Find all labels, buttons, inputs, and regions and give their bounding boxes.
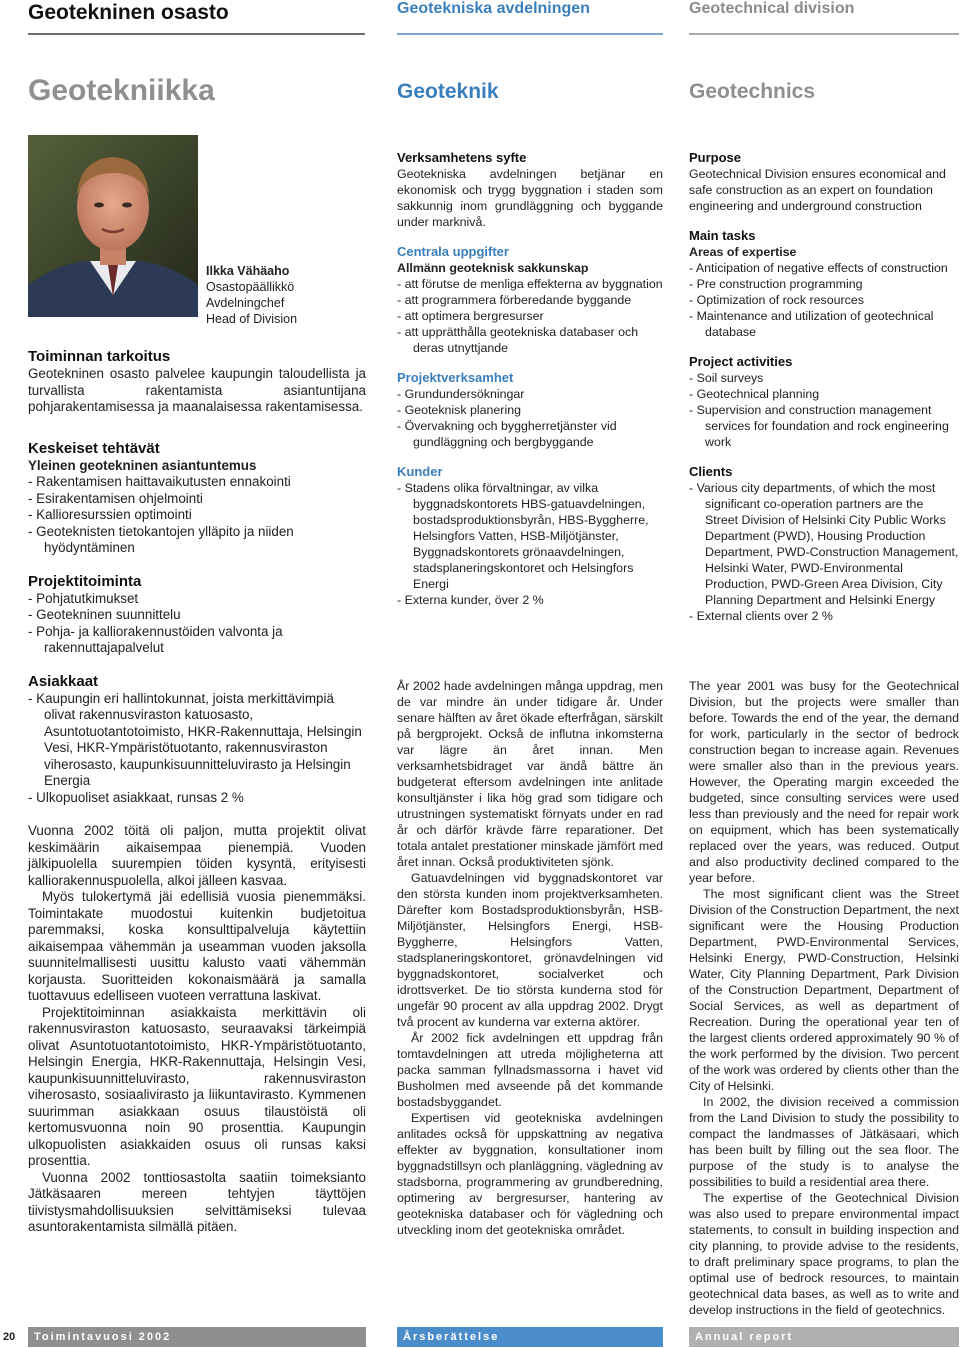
sv-footer-band: Årsberättelse	[397, 1327, 663, 1347]
list-item: - Övervakning och byggherretjänster vid gundläggning och bergbyggande	[397, 419, 617, 449]
person-caption	[206, 263, 297, 327]
sv-body-paragraph: År 2002 fick avdelningen ett uppdrag från tomtavdelningen att utreda möjligheterna att packa samman fyllnadsmassorna i havet vid Busholmen med avseende på det kommande bostadsbyggandet.	[397, 1031, 663, 1109]
person-role-fi: Osastopäällikkö	[206, 280, 295, 294]
en-purpose-heading: Purpose	[689, 150, 742, 165]
fi-body-paragraph: Projektitoiminnan asiakkaista merkittävin oli rakennusviraston katuosasto, seuraavaksi tärkeimpiä olivat Asuntotuotantotoimisto, HKR-Ympäristötuotanto, Helsingin Energia, HKR-Rakennuttaja, Helsingin Vesi, kaupunkisuunnitteluvirasto, rakennusviraston viherosasto, sosiaalivirasto ja liikuntavirasto. Kymmenen suurimman asiakkaan osuus tilaustöistä oli kertomusvuonna noin 90 prosenttia. Kaupungin ulkopuolisten asiakkaiden osuus oli runsas kaksi prosenttia.	[28, 1004, 366, 1168]
list-item: - Esirakentamisen ohjelmointi	[28, 490, 203, 506]
sv-clients-heading: Kunder	[397, 464, 443, 479]
en-department-title: Geotechnical division	[689, 0, 855, 17]
list-item: - Geoteknisk planering	[397, 403, 521, 417]
en-page-title: Geotechnics	[689, 80, 816, 103]
portrait-illustration	[28, 135, 198, 317]
en-tasks-heading: Main tasks	[689, 228, 756, 243]
list-item: - Geotechnical planning	[689, 387, 820, 401]
en-column	[689, 150, 959, 624]
person-name: Ilkka Vähäaho	[206, 264, 290, 278]
fi-projects-heading: Projektitoiminta	[28, 572, 142, 590]
en-body-paragraph: In 2002, the division received a commission from the Land Division to study the possibility to compact the landmasses of Jätkäsaari, which has been built by filling out the sea floor. The purpose of the study is to analyse the possibilities to build a residential area there.	[689, 1095, 959, 1189]
fi-page-title: Geotekniikka	[28, 74, 215, 107]
list-item: - Grundundersökningar	[397, 387, 525, 401]
en-body-paragraph: The most significant client was the Street Division of the Construction Department, the next significant were the Housing Production Department, PWD-Environmental Services, Helsinki Energy, PWD-Construction, Helsinki Water, City Planning Department, Park Division of the Construction Department, Department of Social Services, as well as department of Recreation. During the operational year ten of the largest clients ordered approximately 90 % of the work performed by the division. Two percent of the work was ordered by clients other than the City of Helsinki.	[689, 887, 959, 1093]
list-item: - Kallioresurssien optimointi	[28, 507, 192, 522]
fi-body-paragraph: Vuonna 2002 tonttiosastolta saatiin toimeksianto Jätkäsaaren mereen tehtyjen täyttöjen tiivistysmahdollisuuksien selvittämiseksi tulevaa asuntorakentamista silmällä pitäen.	[28, 1169, 366, 1234]
fi-purpose-heading: Toiminnan tarkoitus	[28, 348, 171, 365]
list-item: - att förutse de menliga effekterna av byggnation	[397, 277, 663, 291]
list-item: - Pohja- ja kalliorakennustöiden valvonta ja rakennuttajapalvelut	[28, 623, 283, 655]
list-item: - Soil surveys	[689, 371, 764, 385]
en-body	[689, 678, 959, 1318]
fi-column	[28, 348, 366, 1236]
en-footer-band: Annual report	[689, 1327, 959, 1347]
person-role-sv: Avdelningchef	[206, 296, 285, 310]
sv-tasks-subheading: Allmänn geoteknisk sakkunskap	[397, 261, 589, 275]
page-number: 20	[0, 1327, 26, 1347]
list-item: - Various city departments, of which the most significant co-operation partners are the Street Division of Helsinki City Public Works Department (PWD), Housing Production Department, PWD-Construction Management, Helsinki Water, PWD-Environmental Production, PWD-Green Area Division, City Planning Department and Helsinki Energy	[689, 481, 959, 607]
list-item: - Externa kunder, över 2 %	[397, 593, 544, 607]
list-item: - Rakentamisen haittavaikutusten ennakointi	[28, 474, 291, 489]
en-clients-heading: Clients	[689, 464, 733, 479]
list-item: - att programmera förberedande byggande	[397, 293, 632, 307]
fi-body-paragraph: Myös tulokertymä jäi edellisiä vuosia pienemmäksi. Toimintakate muodostui kuitenkin budjetoitua paremmaksi, koska konsulttipalveluja käytettiin aikaisempaa vähemmän ja useamman vuoden jaksolla suunnitelmallisesti uusittu kalusto vaati vähemmän korjausta. Suoritteiden kokonaismäärä ja samalla tuottavuus edelliseen vuoteen verrattuna laskivat.	[28, 889, 366, 1003]
list-item: - Optimization of rock resources	[689, 293, 864, 307]
list-item: - att upprätthålla geotekniska databaser och deras utnyttjande	[397, 325, 639, 355]
sv-body	[397, 678, 663, 1238]
sv-body-paragraph: Gatuavdelningen vid byggnadskontoret var den största kunden inom projektverksamheten. Därefter kom Bostadsproduktionsbyrån, HSB-Miljötjänster, Helsingfors Energi, HSB-Byggherre, Helsingfors Vatten, stadsplaneringskontoret, grönavdelningen vid byggnadskontoret, socialverket och idrottsverket. De tio största kunderna stod för ungefär 90 procent av alla uppdrag 2002. Drygt två procent av kunderna var externa aktörer.	[397, 871, 663, 1029]
portrait-photo	[28, 135, 198, 317]
list-item: - Maintenance and utilization of geotechnical database	[689, 309, 934, 339]
en-body-paragraph: The year 2001 was busy for the Geotechnical Division, but the projects were smaller than before. Towards the end of the year, the demand for work, particularly in the sector of bedrock construction began to increase again. Revenues were smaller also than in the previous years. However, the Operating margin exceeded the budgeted, since consulting services were used less than previously and the need for repair work on equipment, which has been systematically replaced over the years, was reduced. Output and also productivity declined compared to the year before.	[689, 679, 959, 885]
en-tasks-subheading: Areas of expertise	[689, 245, 797, 259]
en-header-rule	[689, 33, 959, 35]
en-purpose-text: Geotechnical Division ensures economical and safe construction as an expert on foundation engineering and underground construction	[689, 167, 946, 213]
sv-purpose-text: Geotekniska avdelningen betjänar en ekonomisk och trygg byggnation i staden som sakkunnig inom grundläggning och byggande under marknivå.	[397, 167, 663, 229]
en-body-paragraph: The expertise of the Geotechnical Division was also used to prepare environmental impact statements, to consult in building inspection and city planning, to provide advise to the residents, to draft preliminary space programs, to plan the optimal use of bedrock resources, to maintain geotechnical data bases, as well as to write and develop instructions in the field of geotechnics.	[689, 1191, 959, 1317]
list-item: - External clients over 2 %	[689, 609, 833, 623]
en-projects-heading: Project activities	[689, 354, 793, 369]
list-item: - Pre construction programming	[689, 277, 863, 291]
sv-header-rule	[397, 33, 663, 35]
sv-tasks-heading: Centrala uppgifter	[397, 244, 509, 259]
list-item: - Geotekninen suunnittelu	[28, 607, 181, 622]
fi-tasks-subheading: Yleinen geotekninen asiantuntemus	[28, 457, 257, 473]
sv-purpose-heading: Verksamhetens syfte	[397, 150, 527, 165]
sv-projects-heading: Projektverksamhet	[397, 370, 514, 385]
fi-header-rule	[28, 33, 365, 35]
fi-tasks-heading: Keskeiset tehtävät	[28, 439, 160, 457]
fi-body-paragraph: Vuonna 2002 töitä oli paljon, mutta projektit olivat keskimäärin aikaisempaa pienempiä. Vuoden jälkipuolella suurempien töiden kysyntä, erityisesti kalliorakennuspuolella, alkoi jälleen kasvaa.	[28, 823, 366, 888]
sv-page-title: Geoteknik	[397, 80, 499, 103]
person-role-en: Head of Division	[206, 312, 298, 326]
list-item: - Stadens olika förvaltningar, av vilka byggnadskontorets HBS-gatuavdelningen, bostadsproduktionsbyrån, HBS-Byggherre, Helsingfors Vatten, HSB-Miljötjänster, Byggnadskontorets grönaavdelningen, stadsplaneringskontoret och Helsingfors Energi	[397, 481, 649, 591]
fi-clients-heading: Asiakkaat	[28, 672, 99, 690]
fi-footer-band: Toimintavuosi 2002	[28, 1327, 366, 1347]
list-item: - Anticipation of negative effects of construction	[689, 261, 948, 275]
list-item: - Geoteknisten tietokantojen ylläpito ja niiden hyödyntäminen	[28, 523, 294, 555]
sv-department-title: Geotekniska avdelningen	[397, 0, 590, 17]
list-item: - att optimera bergresurser	[397, 309, 544, 323]
fi-department-title: Geotekninen osasto	[28, 1, 229, 24]
fi-purpose-text: Geotekninen osasto palvelee kaupungin taloudellista ja turvallista rakentamista asiantuntijana pohjarakentamisessa ja maanalaisessa rakentamisessa.	[28, 366, 366, 414]
list-item: - Ulkopuoliset asiakkaat, runsas 2 %	[28, 789, 244, 805]
sv-column	[397, 150, 663, 608]
sv-body-paragraph: År 2002 hade avdelningen många uppdrag, men de var mindre än under tidigare år. Under senare hälften av året ökade efterfrågan, särskilt på bergprojekt. Också de influtna inkomsterna var lägre än året innan. Men verksamhetsbidraget var ändå bättre än budgeterat eftersom avdelningen inte anlitade konsultjänster i lika hög grad som tidigare och utrustningen systematiskt förnyats under en rad år och därför krävde färre reparationer. Det totala antalet prestationer minskade jämfört med året innan. Också produktiviteten sjönk.	[397, 679, 663, 869]
list-item: - Pohjatutkimukset	[28, 590, 139, 606]
list-item: - Supervision and construction management services for foundation and rock engineering work	[689, 403, 949, 449]
sv-body-paragraph: Expertisen vid geotekniska avdelningen anlitades också för uppskattning av negativa effekter av byggnation, konsultationer inom byggnadstillsyn och planläggning, vägledning av stadsborna, programmering av grundberedning, optimering av bergresurser, hantering av geotekniska databaser och för vägledning och utveckling inom det geotekniska området.	[397, 1111, 663, 1237]
list-item: - Kaupungin eri hallintokunnat, joista merkittävimpiä olivat rakennusviraston katuosasto, Asuntotuotantotoimisto, HKR-Rakennuttaja, Helsingin Vesi, HKR-Ympäristötuotanto, rakennusviraston viherosasto, kaupunkisuunnitteluvirasto ja Helsingin Energia	[28, 690, 362, 788]
